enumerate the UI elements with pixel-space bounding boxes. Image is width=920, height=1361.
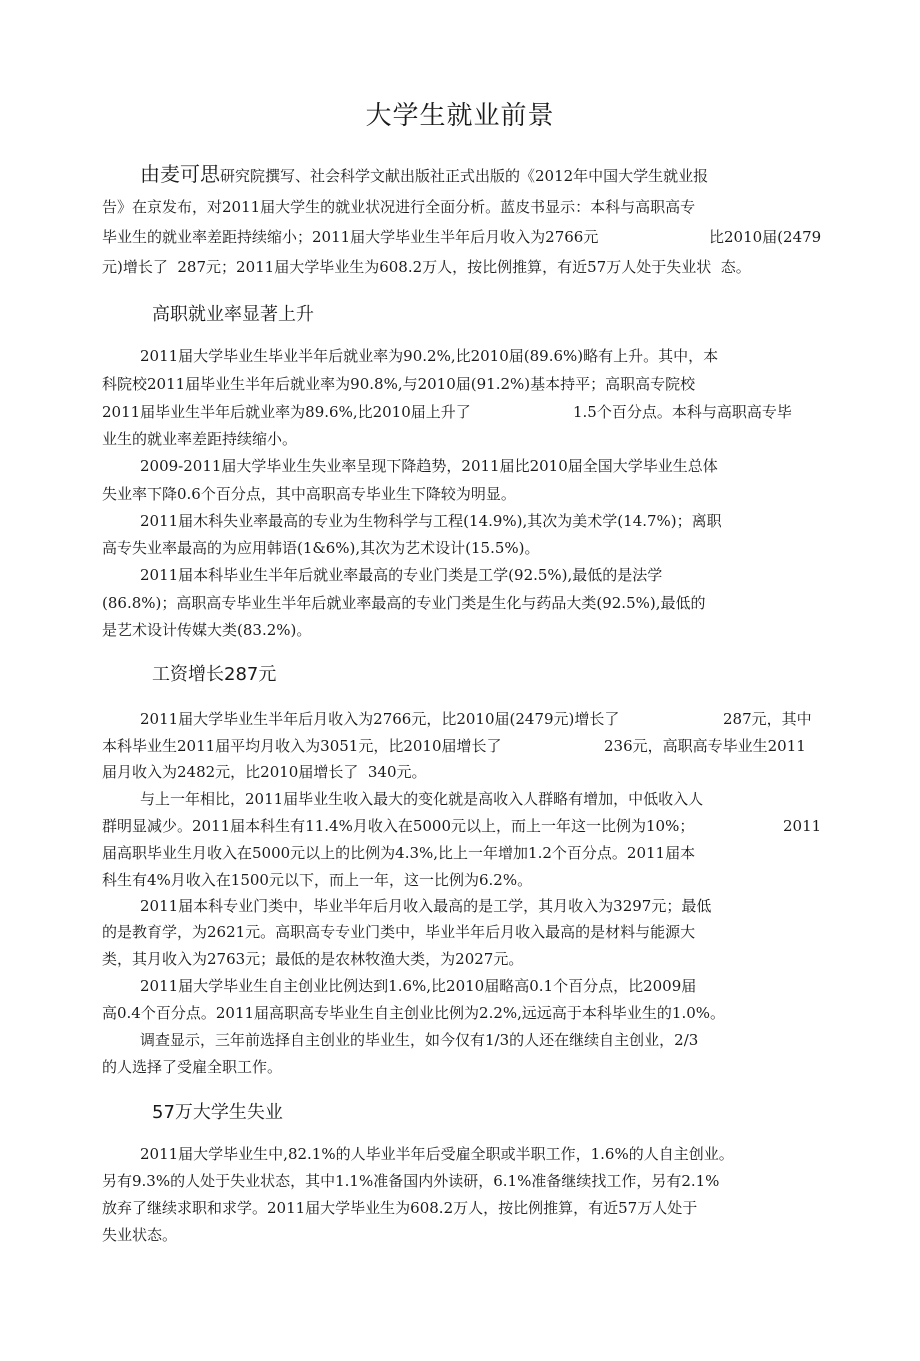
s1-line-9: 2011届本科毕业生半年后就业率最高的专业门类是工学(92.5%),最低的是法学 [140,566,663,584]
s2-line-8: 2011届本科专业门类中，毕业半年后月收入最高的是工学，其月收入为3297元；最低 [140,897,712,915]
intro-line-3: 毕业生的就业率差距持续缩小；2011届大学毕业生半年后月收入为2766元 [102,228,599,246]
page-title: 大学生就业前景 [365,101,555,131]
s3-line-4: 失业状态。 [102,1226,178,1244]
s2-line-1-tail: 287元，其中 [723,710,812,728]
intro-line-4: 元)增长了 287元；2011届大学毕业生为608.2万人，按比例推算，有近57万人处于失业状 态。 [102,258,751,276]
s2-line-5-tail: 2011 [783,817,822,835]
intro-line-3-tail: 比2010届(2479 [709,228,822,246]
s1-line-2: 科院校2011届毕业生半年后就业率为90.8%,与2010届(91.2%)基本持平；高职高专院校 [102,375,696,393]
intro-line-2: 告》在京发布，对2011届大学生的就业状况进行全面分析。蓝皮书显示：本科与高职高专 [102,198,696,216]
section-heading-employment-rate: 高职就业率显著上升 [152,304,314,325]
s2-line-2-tail: 236元，高职高专毕业生2011 [604,737,806,755]
s2-line-11: 2011届大学毕业生自主创业比例达到1.6%,比2010届略高0.1个百分点，比2009届 [140,977,697,995]
s3-line-2: 另有9.3%的人处于失业状态，其中1.1%准备国内外读研，6.1%准备继续找工作，另有2.1% [102,1172,720,1190]
s2-line-2: 本科毕业生2011届平均月收入为3051元，比2010届增长了 [102,737,502,755]
s2-line-9: 的是教育学，为2621元。高职高专专业门类中，毕业半年后月收入最高的是材料与能源大 [102,923,696,941]
s1-line-4: 业生的就业率差距持续缩小。 [102,430,298,448]
intro-line-1-text: 研究院撰写、社会科学文献出版社正式出版的《2012年中国大学生就业报 [220,167,709,185]
section-heading-unemployment: 57万大学生失业 [152,1102,283,1123]
s2-line-4: 与上一年相比，2011届毕业生收入最大的变化就是高收入人群略有增加，中低收入人 [140,790,704,808]
s2-line-14: 的人选择了受雇全职工作。 [102,1058,283,1076]
s3-line-1: 2011届大学毕业生中,82.1%的人毕业半年后受雇全职或半职工作，1.6%的人自主创业。 [140,1145,734,1163]
s2-line-1: 2011届大学毕业生半年后月收入为2766元，比2010届(2479元)增长了 [140,710,620,728]
s1-line-3-tail: 1.5个百分点。本科与高职高专毕 [573,403,792,421]
s1-line-6: 失业率下降0.6个百分点，其中高职高专毕业生下降较为明显。 [102,485,516,503]
s2-line-13: 调查显示，三年前选择自主创业的毕业生，如今仅有1/3的人还在继续自主创业，2/3 [140,1031,699,1049]
s1-line-5: 2009-2011届大学毕业生失业率呈现下降趋势，2011届比2010届全国大学毕业生总体 [140,457,718,475]
s3-line-3: 放弃了继续求职和求学。2011届大学毕业生为608.2万人，按比例推算，有近57万人处于 [102,1199,698,1217]
section-heading-salary: 工资增长287元 [152,664,277,685]
s2-line-7: 科生有4%月收入在1500元以下，而上一年，这一比例为6.2%。 [102,871,533,889]
s1-line-8: 高专失业率最高的为应用韩语(1&6%),其次为艺术设计(15.5%)。 [102,539,540,557]
s1-line-10: (86.8%)；高职高专毕业生半年后就业率最高的专业门类是生化与药品大类(92.5%),最低的 [102,594,706,612]
s2-line-3: 届月收入为2482元，比2010届增长了 340元。 [102,763,427,781]
s1-line-11: 是艺术设计传媒大类(83.2%)。 [102,621,312,639]
s2-line-5: 群明显减少。2011届本科生有11.4%月收入在5000元以上，而上一年这一比例为10%； [102,817,695,835]
intro-lead: 由麦可思 [140,162,220,186]
s2-line-12: 高0.4个百分点。2011届高职高专毕业生自主创业比例为2.2%,远远高于本科毕业生的1.0%。 [102,1004,726,1022]
s2-line-10: 类，其月收入为2763元；最低的是农林牧渔大类，为2027元。 [102,950,524,968]
s1-line-3: 2011届毕业生半年后就业率为89.6%,比2010届上升了 [102,403,471,421]
s1-line-7: 2011届木科失业率最高的专业为生物科学与工程(14.9%),其次为美术学(14.7%)；离职 [140,512,722,530]
intro-line-1 [140,164,708,186]
s2-line-6: 届高职毕业生月收入在5000元以上的比例为4.3%,比上一年增加1.2个百分点。2011届本 [102,844,696,862]
s1-line-1: 2011届大学毕业生毕业半年后就业率为90.2%,比2010届(89.6%)略有上升。其中，本 [140,347,719,365]
